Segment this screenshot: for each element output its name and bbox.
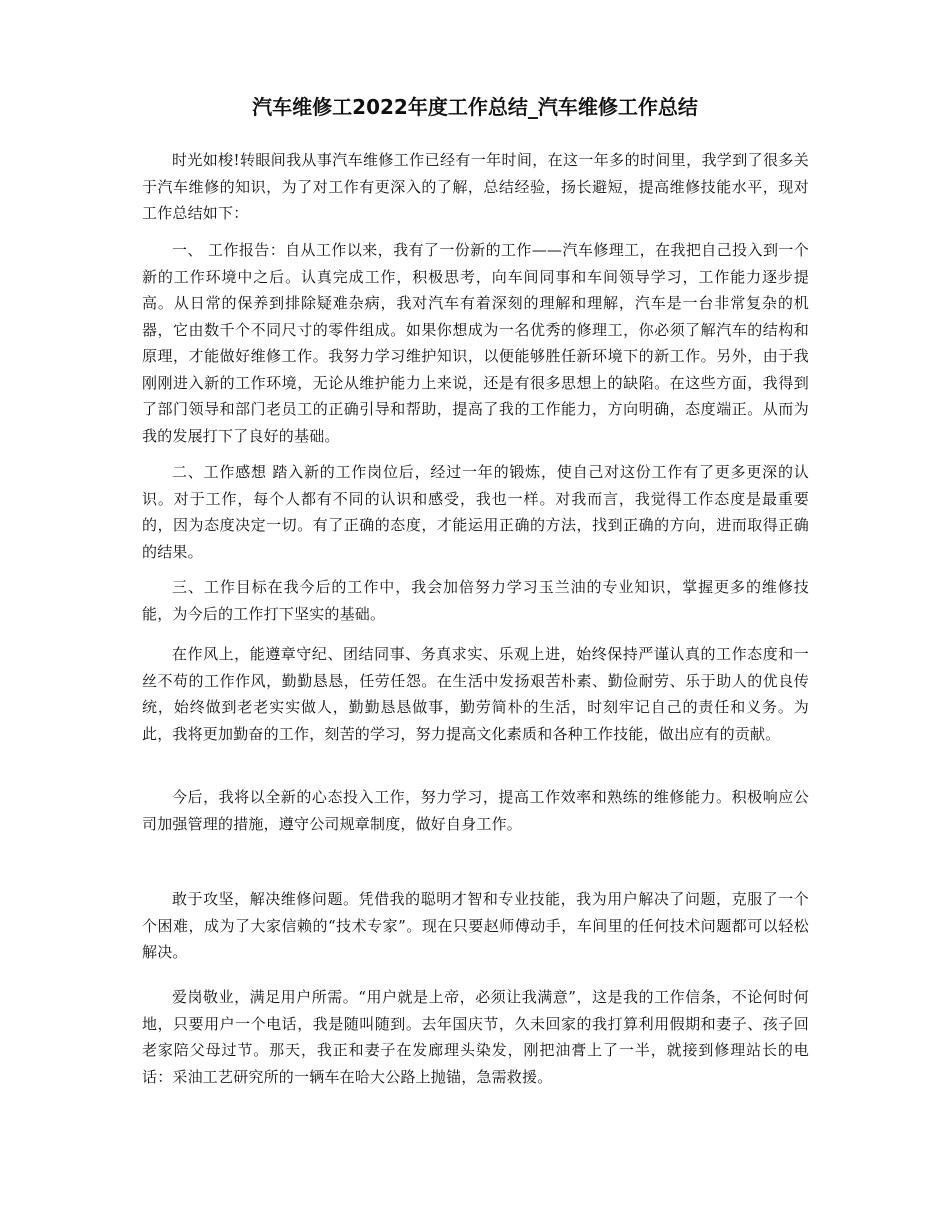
paragraph-work-style: 在作风上，能遵章守纪、团结同事、务真求实、乐观上进，始终保持严谨认真的工作态度和一丝不苟的工作作风，勤勤恳恳，任劳任怨。在生活中发扬艰苦朴素、勤俭耐劳、乐于助人的优良传统，始终做到老老实实做人，勤勤恳恳做事，勤劳简朴的生活，时刻牢记自己的责任和义务。为此，我将更加勤奋的工作，刻苦的学习，努力提高文化素质和各种工作技能，做出应有的贡献。 xyxy=(142,645,809,743)
paragraph-future: 今后，我将以全新的心态投入工作，努力学习，提高工作效率和熟练的维修能力。积极响应公司加强管理的措施，遵守公司规章制度，做好自身工作。 xyxy=(142,788,809,833)
paragraph-work-feelings: 二、工作感想 踏入新的工作岗位后，经过一年的锻炼，使自己对这份工作有了更多更深的认识。对于工作，每个人都有不同的认识和感受，我也一样。对我而言，我觉得工作态度是最重要的，因为态度决定一切。有了正确的态度，才能运用正确的方法，找到正确的方向，进而取得正确的结果。 xyxy=(142,463,809,561)
document-title: 汽车维修工2022年度工作总结_汽车维修工作总结 xyxy=(252,95,698,119)
paragraph-intro: 时光如梭!转眼间我从事汽车维修工作已经有一年时间，在这一年多的时间里，我学到了很多关于汽车维修的知识，为了对工作有更深入的了解，总结经验，扬长避短，提高维修技能水平，现对工作总结如下： xyxy=(142,151,809,222)
paragraph-dedication: 爱岗敬业，满足用户所需。“用户就是上帝，必须让我满意”，这是我的工作信条，不论何时何地，只要用户一个电话，我是随叫随到。去年国庆节，久未回家的我打算利用假期和妻子、孩子回老家陪父母过节。那天，我正和妻子在发廊理头染发，刚把油膏上了一半，就接到修理站长的电话：采油工艺研究所的一辆车在哈大公路上抛锚，急需救援。 xyxy=(142,988,809,1086)
paragraph-work-report: 一、 工作报告：自从工作以来，我有了一份新的工作——汽车修理工，在我把自己投入到一个新的工作环境中之后。认真完成工作，积极思考，向车间同事和车间领导学习，工作能力逐步提高。从日常的保养到排除疑难杂病，我对汽车有着深刻的理解和理解，汽车是一台非常复杂的机器，它由数千个不同尺寸的零件组成。如果你想成为一名优秀的修理工，你必须了解汽车的结构和原理，才能做好维修工作。我努力学习维护知识，以便能够胜任新环境下的新工作。另外，由于我刚刚进入新的工作环境，无论从维护能力上来说，还是有很多思想上的缺陷。在这些方面，我得到了部门领导和部门老员工的正确引导和帮助，提高了我的工作能力，方向明确，态度端正。从而为我的发展打下了良好的基础。 xyxy=(142,241,809,445)
paragraph-tackle-problems: 敢于攻坚，解决维修问题。凭借我的聪明才智和专业技能，我为用户解决了问题，克服了一个个困难，成为了大家信赖的“技术专家”。现在只要赵师傅动手，车间里的任何技术问题都可以轻松解决。 xyxy=(142,890,809,961)
paragraph-work-goals: 三、工作目标在我今后的工作中，我会加倍努力学习玉兰油的专业知识，掌握更多的维修技能，为今后的工作打下坚实的基础。 xyxy=(142,578,809,623)
